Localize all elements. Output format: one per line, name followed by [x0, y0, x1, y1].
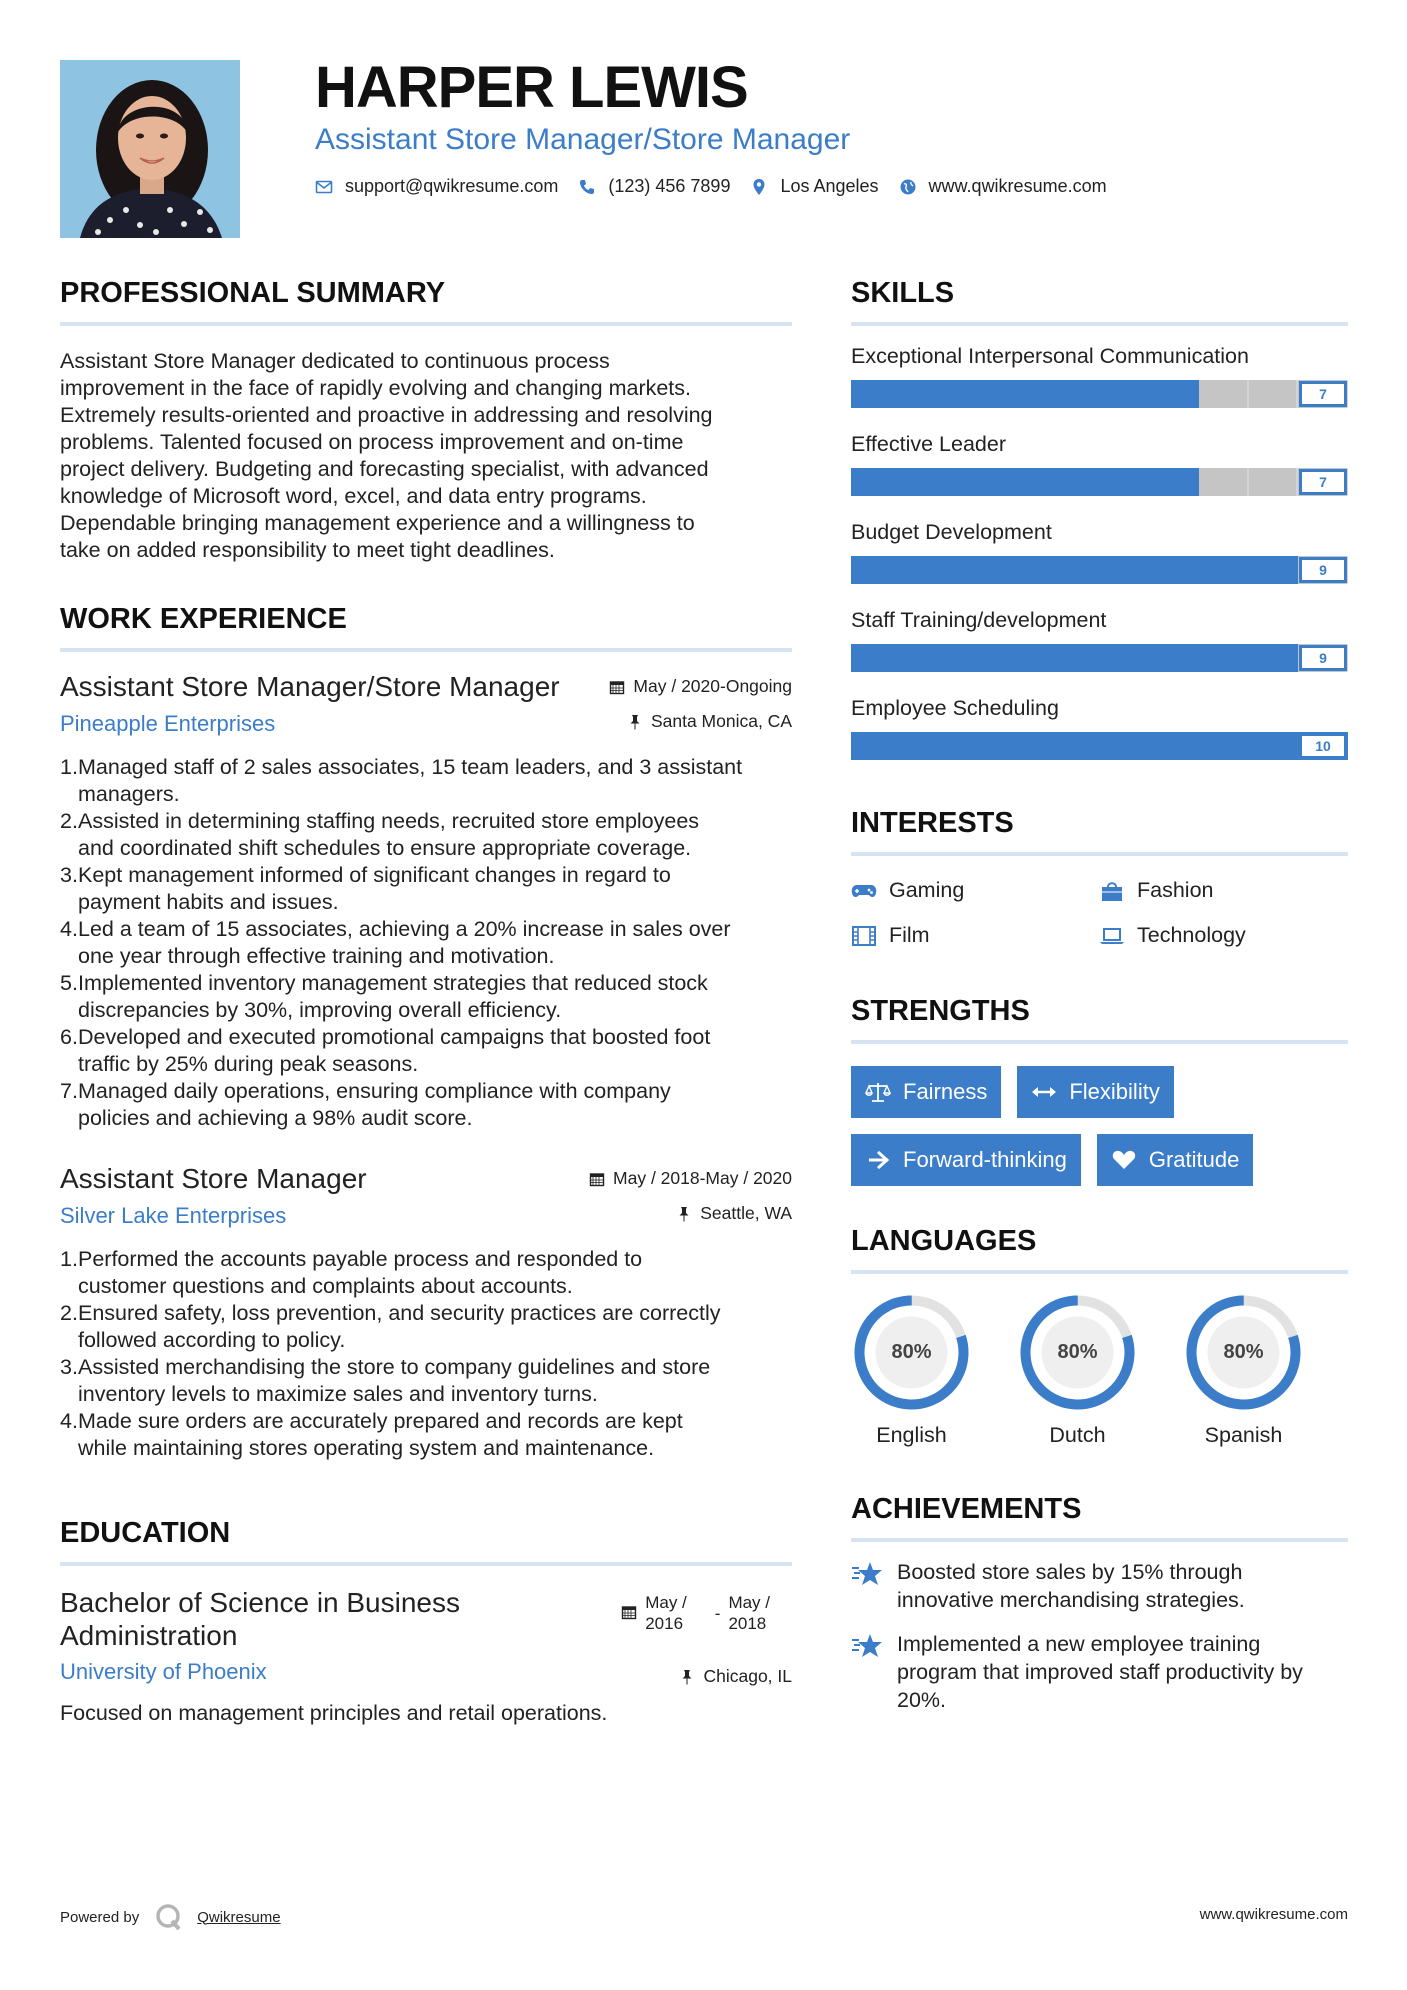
heart-icon	[1111, 1149, 1137, 1171]
summary-line: project delivery. Budgeting and forecasting specialist, with advanced	[60, 457, 709, 481]
star-badge-icon	[851, 1560, 883, 1588]
strengths-list	[851, 1066, 1348, 1186]
strength-label: Fairness	[903, 1079, 988, 1104]
achievement-text: Implemented a new employee training program that improved staff productivity by 20%.	[897, 1632, 1303, 1712]
interest-label: Gaming	[889, 878, 965, 902]
skill-level-badge: 7	[1299, 381, 1347, 407]
candidate-name: HARPER LEWIS	[315, 55, 748, 120]
interest-label: Film	[889, 923, 930, 947]
strength-label: Forward-thinking	[903, 1147, 1067, 1172]
skills-section	[851, 274, 1348, 760]
pushpin-icon	[676, 1206, 692, 1222]
pushpin-icon	[679, 1669, 695, 1685]
achievements-section	[851, 1490, 1348, 1714]
languages-list	[851, 1292, 1348, 1448]
job-dates-text: May / 2018-May / 2020	[613, 1168, 792, 1188]
interest-item	[851, 923, 1099, 948]
strength-badge	[1017, 1066, 1173, 1118]
bullet-item: 2. Ensured safety, loss prevention, and security practices are correctly followed according to policy.	[60, 1301, 721, 1352]
education-entry	[60, 1586, 792, 1727]
contact-location	[750, 176, 878, 197]
contact-phone[interactable]	[578, 176, 730, 197]
work-experience-section	[60, 600, 792, 1462]
skills-list	[851, 342, 1348, 760]
job-dates	[609, 676, 792, 697]
skill-level-bar	[851, 556, 1348, 584]
section-heading: PROFESSIONAL SUMMARY	[60, 277, 446, 309]
job-location-text: Seattle, WA	[700, 1203, 792, 1223]
degree-title	[60, 1586, 500, 1652]
school-name: University of Phoenix	[60, 1659, 267, 1684]
start-month: May /	[645, 1593, 687, 1612]
skill-level-fill	[851, 380, 1199, 408]
skill-level-fill	[851, 556, 1298, 584]
interest-item	[1099, 923, 1347, 948]
languages-section	[851, 1222, 1348, 1448]
section-divider	[851, 1040, 1348, 1044]
bullet-item: 7. Managed daily operations, ensuring compliance with company policies and achieving a 98% audit score.	[60, 1079, 671, 1130]
bullet-item: 4. Made sure orders are accurately prepared and records are kept while maintaining stores operating system and maintenance.	[60, 1409, 683, 1460]
summary-line: Dependable bringing management experience and a willingness to	[60, 511, 695, 535]
map-marker-icon	[750, 178, 768, 196]
section-divider	[851, 1270, 1348, 1274]
job-location	[609, 711, 792, 732]
skill-level-badge: 10	[1299, 733, 1347, 759]
summary-text	[60, 348, 792, 564]
summary-line: Assistant Store Manager dedicated to continuous process	[60, 349, 610, 373]
job-title: Assistant Store Manager	[60, 1163, 367, 1194]
summary-line: improvement in the face of rapidly evolving and changing markets.	[60, 376, 692, 400]
location-text: Los Angeles	[780, 176, 879, 196]
end-year: 2018	[728, 1614, 767, 1633]
job-entry	[60, 670, 792, 1132]
summary-line: problems. Talented focused on process improvement and on-time	[60, 430, 684, 454]
job-location-text: Santa Monica, CA	[650, 711, 792, 731]
section-heading: ACHIEVEMENTS	[851, 1493, 1082, 1525]
bullet-item: 1. Managed staff of 2 sales associates, 15 team leaders, and 3 assistant managers.	[60, 755, 743, 806]
language-name: English	[876, 1423, 947, 1447]
film-icon	[851, 925, 877, 947]
achievement-item	[851, 1630, 1348, 1714]
language-proficiency-ring	[1017, 1292, 1138, 1413]
summary-line: knowledge of Microsoft word, excel, and data entry programs.	[60, 484, 647, 508]
section-divider	[851, 852, 1348, 856]
language-name: Dutch	[1049, 1423, 1106, 1447]
arrows-horizontal-icon	[1031, 1081, 1057, 1103]
contact-bar	[315, 176, 1107, 197]
skill-level-fill	[851, 468, 1199, 496]
job-bullets	[60, 754, 792, 1132]
summary-line: take on added responsibility to meet tight deadlines.	[60, 538, 555, 562]
summary-line: Extremely results-oriented and proactive in addressing and resolving	[60, 403, 713, 427]
shopping-bag-icon	[1099, 880, 1125, 902]
skill-level-fill	[851, 644, 1298, 672]
skill-level-bar	[851, 644, 1348, 672]
language-item	[851, 1292, 972, 1448]
skill-label: Effective Leader	[851, 432, 1006, 456]
section-heading: LANGUAGES	[851, 1225, 1037, 1257]
skill-label: Employee Scheduling	[851, 696, 1059, 720]
bullet-item: 3. Kept management informed of significant changes in regard to payment habits and issues.	[60, 863, 671, 914]
strength-badge	[1097, 1134, 1254, 1186]
interests-list	[851, 878, 1348, 948]
language-name: Spanish	[1204, 1423, 1283, 1447]
strength-badge	[851, 1066, 1001, 1118]
envelope-icon	[315, 178, 333, 196]
date-separator: -	[714, 1604, 721, 1623]
powered-by-text: Powered by	[60, 1908, 140, 1926]
end-month: May /	[728, 1593, 770, 1612]
skill-label: Staff Training/development	[851, 608, 1107, 632]
footer-website[interactable]: www.qwikresume.com	[1199, 1906, 1348, 1923]
job-entry	[60, 1162, 792, 1462]
job-title: Assistant Store Manager/Store Manager	[60, 671, 560, 702]
interest-label: Technology	[1137, 923, 1246, 947]
skill-level-badge: 9	[1299, 645, 1347, 671]
footer-powered-by	[60, 1902, 281, 1932]
section-heading: EDUCATION	[60, 1517, 231, 1549]
skill-level-bar	[851, 732, 1348, 760]
job-company: Pineapple Enterprises	[60, 711, 276, 736]
language-proficiency-ring	[851, 1292, 972, 1413]
arrow-right-icon	[865, 1149, 891, 1171]
candidate-title: Assistant Store Manager/Store Manager	[315, 123, 851, 156]
job-dates	[589, 1168, 792, 1189]
education-start-date	[621, 1592, 687, 1634]
skill-level-fill	[851, 732, 1348, 760]
job-bullets	[60, 1246, 792, 1462]
school-location	[679, 1666, 792, 1687]
language-proficiency-ring	[1183, 1292, 1304, 1413]
job-location	[589, 1203, 792, 1224]
education-section	[60, 1514, 792, 1727]
skill-label: Exceptional Interpersonal Communication	[851, 344, 1249, 368]
globe-icon	[899, 178, 917, 196]
interest-item	[851, 878, 1099, 903]
balance-scale-icon	[865, 1081, 891, 1103]
interest-item	[1099, 878, 1347, 903]
start-year: 2016	[645, 1614, 684, 1633]
gamepad-icon	[851, 880, 877, 902]
left-column	[60, 274, 792, 1727]
skill-level-badge: 9	[1299, 557, 1347, 583]
website-text: www.qwikresume.com	[928, 176, 1107, 196]
strength-label: Flexibility	[1069, 1079, 1160, 1104]
job-meta	[589, 1168, 792, 1224]
strength-label: Gratitude	[1148, 1147, 1240, 1172]
language-percent: 80%	[1057, 1341, 1098, 1363]
section-heading: INTERESTS	[851, 807, 1014, 839]
phone-text: (123) 456 7899	[608, 176, 731, 196]
bullet-item: 1. Performed the accounts payable process and responded to customer questions and complaints about accounts.	[60, 1247, 643, 1298]
professional-summary-section	[60, 274, 792, 564]
section-divider	[851, 322, 1348, 326]
resume-header	[315, 56, 1107, 197]
education-end-date	[715, 1592, 770, 1634]
achievement-text: Boosted store sales by 15% through innovative merchandising strategies.	[897, 1560, 1245, 1612]
bullet-item: 4. Led a team of 15 associates, achieving a 20% increase in sales over one year through effective training and motivation.	[60, 917, 731, 968]
language-item	[1017, 1292, 1138, 1448]
section-heading: WORK EXPERIENCE	[60, 603, 347, 635]
interest-label: Fashion	[1137, 878, 1214, 902]
job-dates-text: May / 2020-Ongoing	[633, 676, 792, 696]
brand-link[interactable]: Qwikresume	[197, 1908, 281, 1926]
language-item	[1183, 1292, 1304, 1448]
laptop-icon	[1099, 925, 1125, 947]
section-divider	[60, 648, 792, 652]
calendar-icon	[589, 1171, 605, 1187]
calendar-icon	[609, 679, 625, 695]
email-text: support@qwikresume.com	[345, 176, 559, 196]
job-meta	[609, 676, 792, 732]
section-heading: SKILLS	[851, 277, 955, 309]
skill-level-bar	[851, 380, 1348, 408]
language-percent: 80%	[1223, 1341, 1264, 1363]
strengths-section	[851, 992, 1348, 1186]
star-badge-icon	[851, 1632, 883, 1660]
calendar-icon	[621, 1604, 637, 1620]
school-location-text: Chicago, IL	[703, 1666, 792, 1686]
section-divider	[851, 1538, 1348, 1542]
degree-line: Bachelor of Science in Business	[60, 1587, 460, 1618]
profile-photo	[60, 60, 240, 238]
bullet-item: 2. Assisted in determining staffing needs, recruited store employees and coordinated shift schedules to ensure appropriate coverage.	[60, 809, 700, 860]
skill-level-bar	[851, 468, 1348, 496]
section-divider	[60, 322, 792, 326]
skill-level-badge: 7	[1299, 469, 1347, 495]
bullet-item: 5. Implemented inventory management strategies that reduced stock discrepancies by 30%, improving overall efficiency.	[60, 971, 708, 1022]
right-column	[851, 274, 1348, 1714]
section-heading: STRENGTHS	[851, 995, 1030, 1027]
job-company: Silver Lake Enterprises	[60, 1203, 287, 1228]
bullet-item: 3. Assisted merchandising the store to company guidelines and store inventory levels to maximize sales and inventory turns.	[60, 1355, 711, 1406]
achievement-item	[851, 1558, 1348, 1614]
language-percent: 80%	[891, 1341, 932, 1363]
qwikresume-logo-icon	[153, 1902, 183, 1932]
phone-icon	[578, 178, 596, 196]
section-divider	[60, 1562, 792, 1566]
bullet-item: 6. Developed and executed promotional campaigns that boosted foot traffic by 25% during peak seasons.	[60, 1025, 711, 1076]
contact-email[interactable]	[315, 176, 558, 197]
contact-website[interactable]	[899, 176, 1107, 197]
skill-label: Budget Development	[851, 520, 1052, 544]
education-description: Focused on management principles and retail operations.	[60, 1701, 608, 1725]
interests-section	[851, 804, 1348, 948]
pushpin-icon	[627, 714, 643, 730]
strength-badge	[851, 1134, 1081, 1186]
degree-line: Administration	[60, 1620, 238, 1651]
education-dates	[621, 1592, 770, 1634]
